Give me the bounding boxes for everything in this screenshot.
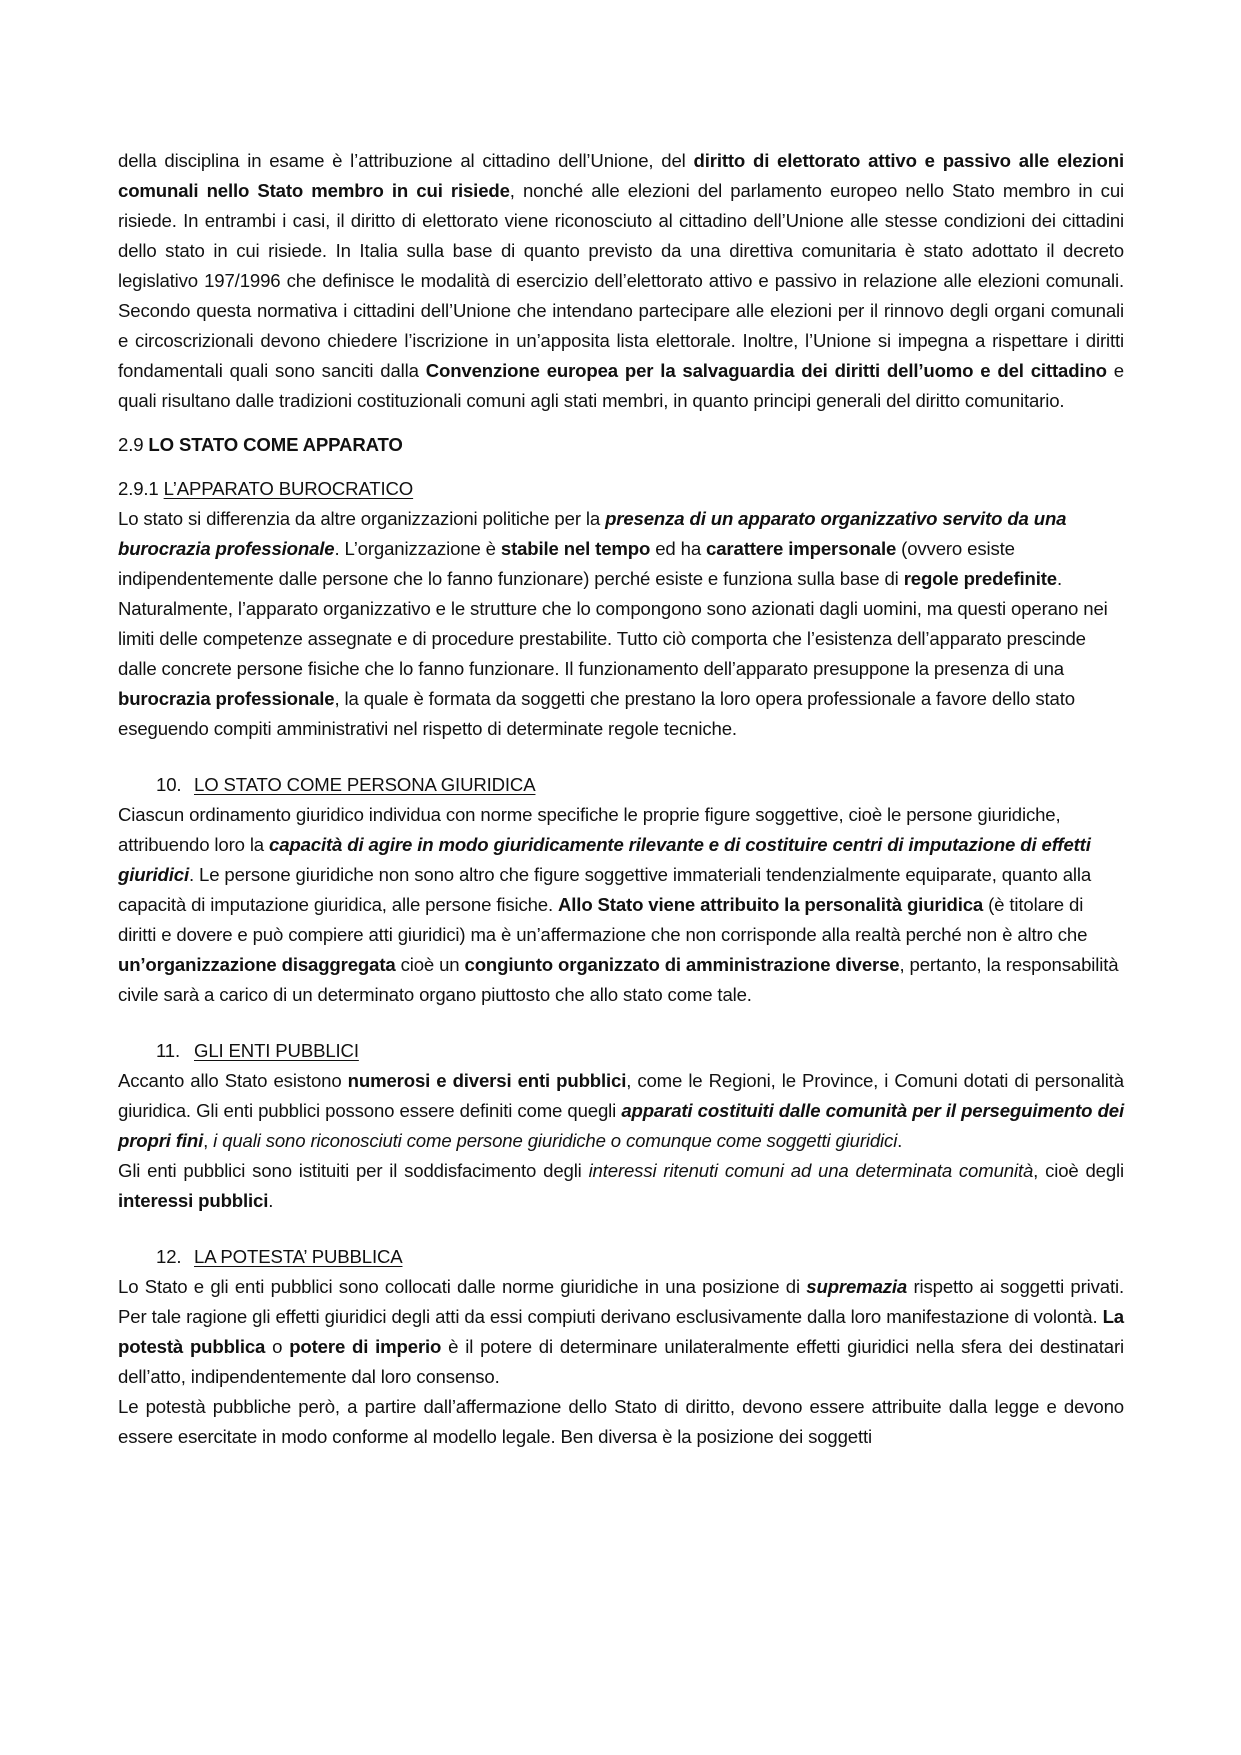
bold-text: un’organizzazione disaggregata xyxy=(118,954,396,975)
italic-text: i quali sono riconosciuti come persone giuridiche o comunque come soggetti giuridici xyxy=(213,1130,898,1151)
bold-text: regole predefinite xyxy=(903,568,1058,589)
bold-text: diritto di elettorato attivo e passivo alle elezioni comunali nello Stato membro in cui risiede xyxy=(118,150,1124,201)
intro-paragraph: della disciplina in esame è l’attribuzione al cittadino dell’Unione, del diritto di elettorato attivo e passivo alle elezioni comunali nello Stato membro in cui risiede, nonché alle elezioni del parlamento europeo nello Stato membro in cui risiede. In entrambi i casi, il diritto di elettorato viene riconosciuto al cittadino dell’Unione alle stesse condizioni dei cittadini dello stato in cui risiede. In Italia sulla base di quanto previsto da una direttiva comunitaria è stato adottato il decreto legislativo 197/1996 che definisce le modalità di esercizio dell’elettorato attivo e passivo in relazione alle elezioni comunali. Secondo questa normativa i cittadini dell’Unione che intendano partecipare alle elezioni per il rinnovo degli organi comunali e circoscrizionali devono chiedere l’iscrizione in un’apposita lista elettorale. Inoltre, l’Unione si impegna a rispettare i diritti fondamentali quali sono sanciti dalla Convenzione europea per la salvaguardia dei diritti dell’uomo e del cittadino e quali risultano dalle tradizioni costituzionali comuni agli stati membri, in quanto principi generali del diritto comunitario. xyxy=(118,150,1124,411)
bold-text: burocrazia professionale xyxy=(118,688,335,709)
section-heading-11 xyxy=(118,1036,1124,1066)
section-heading-10 xyxy=(118,770,1124,800)
section-number: 2.9.1 xyxy=(118,478,164,499)
bold-text: numerosi e diversi enti pubblici xyxy=(347,1070,627,1091)
section-number: 12. xyxy=(156,1246,182,1267)
italic-text: supremazia xyxy=(806,1276,908,1297)
italic-text: presenza di un apparato organizzativo servito da una burocrazia professionale xyxy=(118,508,1067,559)
italic-text: apparati costituiti dalle comunità per il perseguimento dei propri fini xyxy=(118,1100,1124,1151)
section-heading-12 xyxy=(118,1242,1124,1272)
enti-pubblici-paragraph-2: Gli enti pubblici sono istituiti per il soddisfacimento degli interessi ritenuti comuni ad una determinata comunità, cioè degli interessi pubblici. xyxy=(118,1160,1125,1211)
bold-text: Convenzione europea per la salvaguardia dei diritti dell’uomo e del cittadino xyxy=(425,360,1107,381)
section-title: LO STATO COME APPARATO xyxy=(148,434,403,455)
section-heading-2-9-1 xyxy=(118,474,1124,504)
section-title: LA POTESTA’ PUBBLICA xyxy=(194,1246,403,1267)
bold-text xyxy=(118,834,1091,885)
italic-text: capacità di agire in modo giuridicamente rilevante e di costituire centri di imputazione di effetti giuridici xyxy=(118,834,1091,885)
bold-text: carattere impersonale xyxy=(706,538,897,559)
bold-text: stabile nel tempo xyxy=(500,538,651,559)
section-title: L’APPARATO BUROCRATICO xyxy=(163,478,414,499)
bold-text: La potestà pubblica xyxy=(118,1306,1124,1357)
bold-text: Allo Stato viene attribuito la personalità giuridica xyxy=(558,894,984,915)
section-number: 11. xyxy=(156,1040,181,1061)
section-heading-2-9 xyxy=(118,430,1124,460)
document-page xyxy=(118,146,1124,1452)
italic-text: interessi ritenuti comuni ad una determinata comunità xyxy=(588,1160,1034,1181)
potesta-pubblica-paragraph-1: Lo Stato e gli enti pubblici sono collocati dalle norme giuridiche in una posizione di supremazia rispetto ai soggetti privati. Per tale ragione gli effetti giuridici degli atti da essi compiuti derivano esclusivamente dalla loro manifestazione di volontà. La potestà pubblica o potere di imperio è il potere di determinare unilateralmente effetti giuridici nella sfera dei destinatari dell’atto, indipendentemente dal loro consenso. xyxy=(118,1276,1124,1387)
persona-giuridica-paragraph: Ciascun ordinamento giuridico individua con norme specifiche le proprie figure soggettive, cioè le persone giuridiche, attribuendo loro la capacità di agire in modo giuridicamente rilevante e di costituire centri di imputazione di effetti giuridici. Le persone giuridiche non sono altro che figure soggettive immateriali tendenzialmente equiparate, quanto alla capacità di imputazione giuridica, alle persone fisiche. Allo Stato viene attribuito la personalità giuridica (è titolare di diritti e dovere e può compiere atti giuridici) ma è un’affermazione che non corrisponde alla realtà perché non è altro che un’organizzazione disaggregata cioè un congiunto organizzato di amministrazione diverse, pertanto, la responsabilità civile sarà a carico di un determinato organo piuttosto che allo stato come tale. xyxy=(118,804,1119,1005)
bold-text: interessi pubblici xyxy=(118,1190,269,1211)
bold-text xyxy=(806,1276,907,1297)
section-number: 2.9 xyxy=(118,434,149,455)
section-title: LO STATO COME PERSONA GIURIDICA xyxy=(194,774,536,795)
section-number: 10. xyxy=(156,774,182,795)
potesta-pubblica-paragraph-2: Le potestà pubbliche però, a partire dall’affermazione dello Stato di diritto, devono essere attribuite dalla legge e devono essere esercitate in modo conforme al modello legale. Ben diversa è la posizione dei soggetti xyxy=(118,1396,1124,1447)
apparato-burocratico-paragraph: Lo stato si differenzia da altre organizzazioni politiche per la presenza di un apparato organizzativo servito da una burocrazia professionale. L’organizzazione è stabile nel tempo ed ha carattere impersonale (ovvero esiste indipendentemente dalle persone che lo fanno funzionare) perché esiste e funziona sulla base di regole predefinite. Naturalmente, l’apparato organizzativo e le strutture che lo compongono sono azionati dagli uomini, ma questi operano nei limiti delle competenze assegnate e di procedure prestabilite. Tutto ciò comporta che l’esistenza dell’apparato prescinde dalle concrete persone fisiche che lo fanno funzionare. Il funzionamento dell’apparato presuppone la presenza di una burocrazia professionale, la quale è formata da soggetti che prestano la loro opera professionale a favore dello stato eseguendo compiti amministrativi nel rispetto di determinate regole tecniche. xyxy=(118,508,1108,739)
section-title: GLI ENTI PUBBLICI xyxy=(194,1040,359,1061)
enti-pubblici-paragraph-1: Accanto allo Stato esistono numerosi e diversi enti pubblici, come le Regioni, le Province, i Comuni dotati di personalità giuridica. Gli enti pubblici possono essere definiti come quegli apparati costituiti dalle comunità per il perseguimento dei propri fini, i quali sono riconosciuti come persone giuridiche o comunque come soggetti giuridici. xyxy=(118,1070,1124,1151)
bold-text: congiunto organizzato di amministrazione diverse xyxy=(464,954,900,975)
bold-text: potere di imperio xyxy=(289,1336,442,1357)
